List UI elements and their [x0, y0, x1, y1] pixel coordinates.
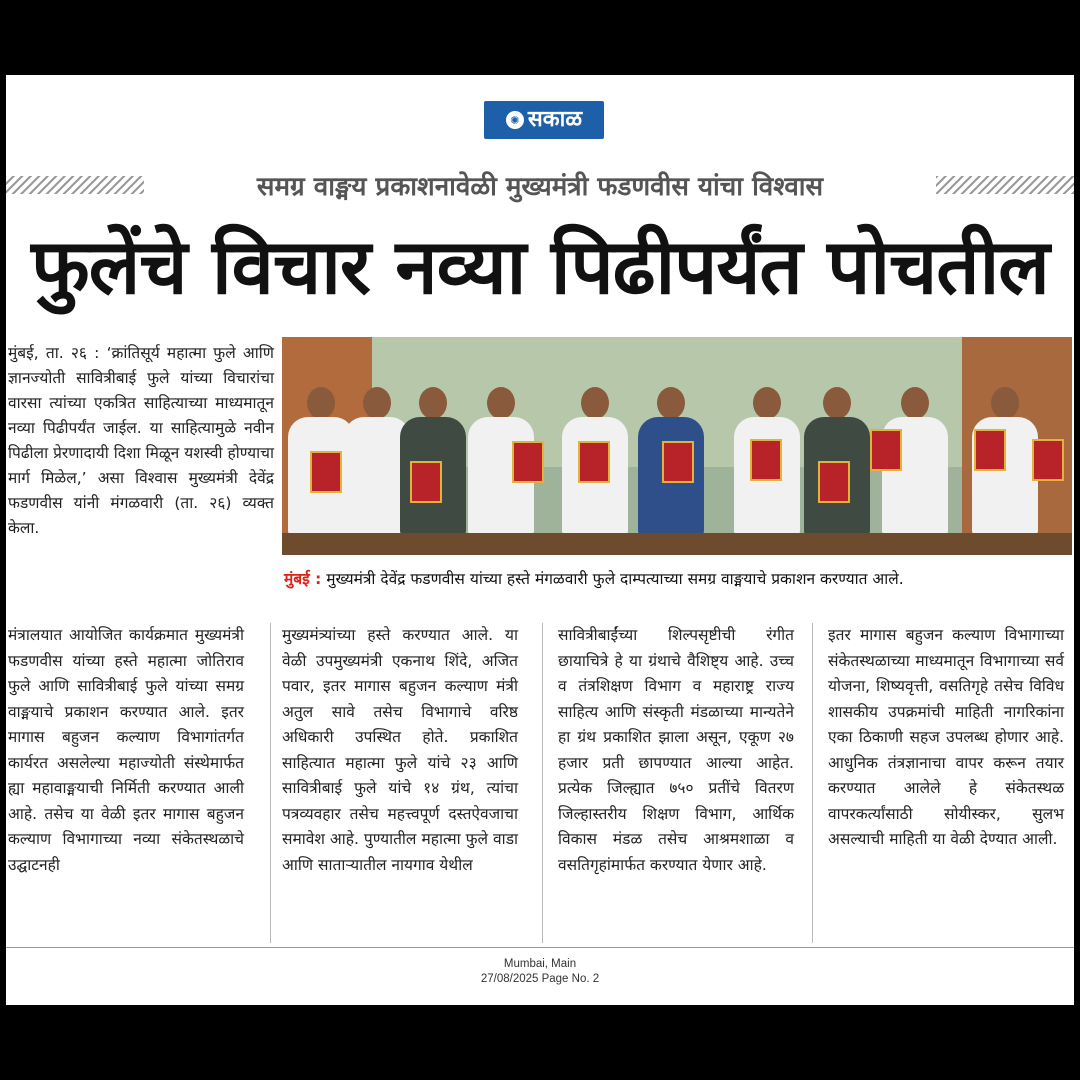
hatch-decoration-right: [936, 176, 1074, 194]
book-copy: [818, 461, 850, 503]
footer-edition: Mumbai, Main: [503, 958, 577, 970]
footer-date-page: 27/08/2025 Page No. 2: [480, 973, 600, 985]
book-copy: [870, 429, 902, 471]
column-divider: [542, 623, 543, 943]
lead-paragraph: मुंबई, ता. २६ : ‘क्रांतिसूर्य महात्मा फुले आणि ज्ञानज्योती सावित्रीबाई फुले यांच्या विचारांचा वारसा त्यांच्या एकत्रित साहित्याच्या माध्यमातून नव्या पिढीपर्यंत जाईल. या साहित्यामुळे नवीन पिढीला प्रेरणादायी दिशा मिळून यशस्वी होण्याचा मार्ग मिळेल,’ असा विश्वास मुख्यमंत्री देवेंद्र फडणवीस यांनी मंगळवारी (ता. २६) व्यक्त केला.: [8, 344, 274, 537]
book-copy: [410, 461, 442, 503]
article-column-3: सावित्रीबाईंच्या शिल्पसृष्टीची रंगीत छायाचित्रे हे या ग्रंथाचे वैशिष्ट्य आहे. उच्च व तंत्रशिक्षण विभाग व महाराष्ट्र राज्य साहित्य आणि संस्कृती मंडळाच्या मान्यतेने हा ग्रंथ प्रकाशित झाला असून, एकूण २७ हजार प्रती छापण्यात आल्या आहेत. प्रत्येक जिल्ह्यात ७५० प्रतींचे वितरण जिल्हास्तरीय शिक्षण विभाग, आर्थिक विकास मंडळ तसेच आश्रमशाळा व वसतिगृहांमार्फत करण्यात येणार आहे.: [558, 626, 794, 874]
column-divider: [812, 623, 813, 943]
footer-rule: [6, 947, 1074, 948]
article-column-4: इतर मागास बहुजन कल्याण विभागाच्या संकेतस्थळाच्या माध्यमातून विभागाच्या सर्व योजना, शिष्यवृत्ती, वसतिगृहे तसेच विविध शासकीय उपक्रमांची माहिती नागरिकांना एका ठिकाणी सहज उपलब्ध होणार आहे. आधुनिक तंत्रज्ञानाचा वापर करून तयार करण्यात आलेले हे संकेतस्थळ वापरकर्त्यांसाठी सोयीस्कर, सुलभ असल्याची माहिती या वेळी देण्यात आली.: [828, 626, 1064, 848]
caption-place: मुंबई :: [284, 570, 322, 588]
column-divider: [270, 623, 271, 943]
book-copy: [750, 439, 782, 481]
kicker-headline: समग्र वाङ्मय प्रकाशनावेळी मुख्यमंत्री फडणवीस यांचा विश्वास: [256, 172, 824, 202]
book-copy: [662, 441, 694, 483]
event-photo: [282, 337, 1072, 555]
masthead-logo: [484, 101, 604, 139]
newspaper-page: [6, 75, 1074, 1005]
photo-table: [282, 533, 1072, 555]
kicker-row: [6, 167, 1074, 203]
page-footer: [6, 957, 1074, 987]
book-copy: [512, 441, 544, 483]
logo-emblem-icon: ✺: [506, 111, 524, 129]
book-copy: [1032, 439, 1064, 481]
book-copy: [974, 429, 1006, 471]
logo-text: सकाळ: [527, 107, 583, 132]
article-column-1: मंत्रालयात आयोजित कार्यक्रमात मुख्यमंत्री फडणवीस यांच्या हस्ते महात्मा जोतिराव फुले आणि सावित्रीबाई फुले यांच्या समग्र वाङ्मयाचे प्रकाशन करण्यात आले. इतर मागास बहुजन कल्याण विभागांतर्गत कार्यरत असलेल्या महाज्योती संस्थेमार्फत ह्या महावाङ्मयाची निर्मिती करण्यात आली आहे. तसेच या वेळी इतर मागास बहुजन कल्याण विभागाच्या नव्या संकेतस्थळाचे उद्घाटनही: [8, 626, 244, 874]
book-copy: [310, 451, 342, 493]
book-copy: [578, 441, 610, 483]
main-headline: फुलेंचे विचार नव्या पिढीपर्यंत पोचतील: [31, 222, 1049, 311]
hatch-decoration-left: [6, 176, 144, 194]
caption-text: मुख्यमंत्री देवेंद्र फडणवीस यांच्या हस्ते मंगळवारी फुले दाम्पत्याच्या समग्र वाङ्मयाचे प्रकाशन करण्यात आले.: [321, 570, 904, 588]
photo-caption: [284, 569, 1072, 589]
article-column-2: मुख्यमंत्र्यांच्या हस्ते करण्यात आले. या वेळी उपमुख्यमंत्री एकनाथ शिंदे, अजित पवार, इतर मागास बहुजन कल्याण मंत्री अतुल सावे तसेच विभागाचे वरिष्ठ अधिकारी उपस्थित होते. प्रकाशित साहित्यात महात्मा फुले यांचे २३ आणि सावित्रीबाई फुले यांचे १४ ग्रंथ, त्यांचा पत्रव्यवहार तसेच महत्त्वपूर्ण दस्तऐवजाचा समावेश आहे. पुण्यातील महात्मा फुले वाडा आणि साताऱ्यातील नायगाव येथील: [282, 626, 518, 874]
